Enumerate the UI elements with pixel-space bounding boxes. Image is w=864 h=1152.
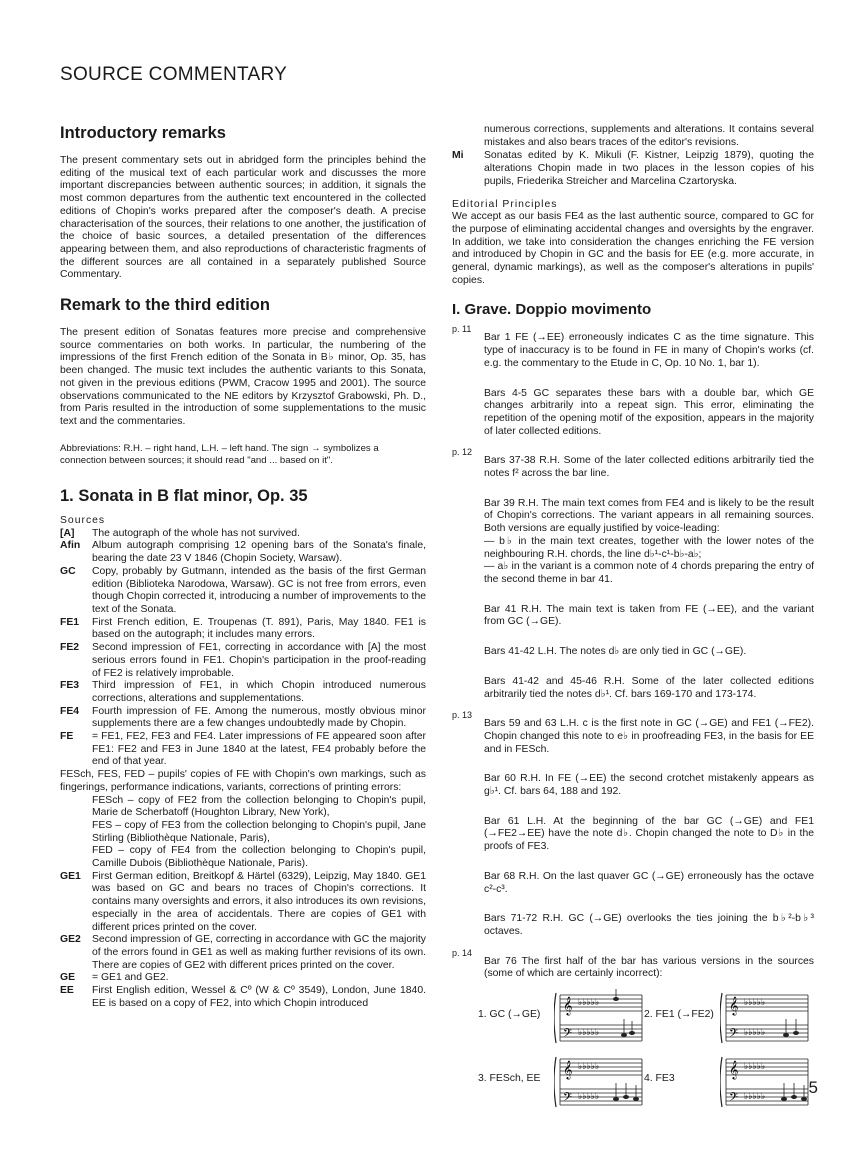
note-text: Bar 39 R.H. The main text comes from FE4 and is likely to be the result of Chopin's corrections. The variant appears in all remaining sources. Both versions are equally justified by voice-leading: — b♭ in the main text creates, together with the lower notes of the neighbouring R.H. chords, the line d♭¹-c¹-b♭-a♭; — a♭ in the variant is a common note of 4 chords preparing the entry of the second theme in bar 41. [484, 497, 814, 585]
page-ref: p. 13 [452, 710, 473, 721]
note-text: Bars 71-72 R.H. GC (→GE) overlooks the ties joining the b♭²-b♭³ octaves. [484, 913, 814, 937]
source-key: GE2 [60, 934, 81, 946]
music-example-1 [554, 989, 644, 1051]
commentary-note [452, 710, 814, 756]
commentary-note [452, 447, 814, 480]
source-entry [60, 680, 426, 705]
fesch-list [60, 795, 426, 871]
source-entry [60, 871, 426, 935]
music-example-2 [720, 989, 810, 1051]
intro-text: The present commentary sets out in abridged form the principles behind the editing of the musical text of each particular work and discusses the more important discrepancies between authentic sources; in addition, it signals the most common departures from the authentic text encountered in the collected editions of Chopin's works prepared after the composer's death. A precise characterisation of the sources, their relations to one another, the justification of the choice of basic sources, a detailed presentation of the differences appearing between them, and also reproductions of characteristic fragments of the different sources are all contained in a separately published Source Commentary. [60, 155, 426, 281]
source-key: GE1 [60, 870, 81, 882]
commentary-note [452, 808, 814, 854]
source-key: FE2 [60, 642, 80, 654]
source-key: FE [60, 731, 74, 743]
editorial-principles-label: Editorial Principles [452, 198, 558, 210]
svg-text:𝄢: 𝄢 [563, 1091, 573, 1108]
page-ref [452, 490, 484, 587]
source-entry [60, 934, 426, 972]
page-ref [452, 668, 484, 701]
svg-text:♭♭♭♭♭: ♭♭♭♭♭ [578, 998, 600, 1009]
commentary-note [452, 596, 814, 629]
note-text: Bar 61 L.H. At the beginning of the bar GC (→GE) and FE1 (→FE2→EE) have the note d♭. Chopin changed the note to D♭ in the proofs of FE3. [484, 815, 814, 853]
editorial-principles-text: We accept as our basis FE4 as the last authentic source, compared to GC for the purpose of eliminating accidental changes and oversights by the engraver. In addition, we take into consideration the changes enriching the FE version and introduced by Chopin in GC and the basis for EE (e.g. more accurate, in general, dynamic markings), as well as the composer's alterations in pupils' copies. [452, 211, 814, 286]
source-entry [60, 642, 426, 680]
source-entry [60, 617, 426, 642]
note-text: Bars 37-38 R.H. Some of the later collected editions arbitrarily tied the notes f² across the bar line. [484, 455, 814, 480]
abbreviations-note: Abbreviations: R.H. – right hand, L.H. – left hand. The sign → symbolizes a connection between sources; it should read "and ... based on it". [60, 442, 379, 466]
commentary-note [452, 765, 814, 798]
example-label-4: 4. FE3 [644, 1073, 675, 1085]
source-mi: Mi Sonatas edited by K. Mikuli (F. Kistner, Leipzig 1879), quoting the alterations Chopin made in two places in the lesson copies of his pupils, Friederika Streicher and Marcelina Czartoryska. [452, 150, 814, 187]
commentary-note [452, 324, 814, 370]
source-entry [60, 706, 426, 731]
note-text: Bars 41-42 L.H. The notes d♭ are only tied in GC (→GE). [484, 646, 747, 658]
source-entry [60, 972, 426, 985]
page-ref [452, 596, 484, 629]
music-examples [452, 987, 814, 1119]
source-text: Copy, probably by Gutmann, intended as the basis of the first German edition (Biblioteka Narodowa, Warsaw). GC is not free from errors, even though Chopin corrected it, introducing a number of improvements to the text of the Sonata. [92, 565, 426, 615]
source-key: Afin [60, 540, 81, 552]
sources-label: Sources [60, 515, 106, 527]
third-edition-text: The present edition of Sonatas features more precise and comprehensive source commentaries on both works. In particular, the numbering of the impressions of the first French edition of the Sonata in B♭ minor, Op. 35, has been changed. The music text includes the authentic variants to this Sonata, not given in the previous editions (PWM, Cracow 1995 and 2001). The source observations communicated to the NE editors by Krzysztof Grabowski, Ph. D., from Paris resulted in the introduction of some supplementations to the music text and the commentaries. [60, 327, 426, 427]
source-entry [60, 540, 426, 565]
intro-heading: Introductory remarks [60, 124, 226, 142]
svg-text:𝄢: 𝄢 [729, 1027, 739, 1044]
svg-text:𝄢: 𝄢 [729, 1091, 739, 1108]
page-number: 5 [808, 1078, 818, 1097]
svg-text:𝄞: 𝄞 [729, 1060, 739, 1080]
note-text: Bars 59 and 63 L.H. c is the first note in GC (→GE) and FE1 (→FE2). Chopin changed this note to e♭ in proofreading FE3, in the basis for EE and in FESch. [484, 718, 814, 755]
svg-text:𝄞: 𝄞 [729, 996, 739, 1016]
left-column [60, 124, 426, 1010]
svg-text:𝄞: 𝄞 [563, 1060, 573, 1080]
example-label-2: 2. FE1 (→FE2) [644, 1009, 714, 1021]
source-key: GC [60, 565, 76, 577]
music-example-4 [720, 1053, 810, 1115]
note-text: Bar 1 FE (→EE) erroneously indicates C as the time signature. This type of inaccuracy is to be found in FE in many of Chopin's works (cf. e.g. the commentary to the Etude in C, Op. 10 No. 1, bar 1). [484, 332, 814, 369]
example-label-3: 3. FESch, EE [478, 1073, 541, 1085]
page-ref [452, 863, 484, 896]
source-key: EE [60, 985, 74, 997]
source-text: First French edition, E. Troupenas (T. 891), Paris, May 1840. FE1 is based on the autograph; it includes many errors. [92, 616, 426, 641]
source-text: Second impression of GE, correcting in accordance with GC the majority of the errors found in GE1 as well as making further revisions of its own. There are copies of GE2 with different prices printed on the cover. [92, 934, 426, 971]
sources-list [60, 528, 426, 769]
pupil-copy-item: FESch – copy of FE2 from the collection belonging to Chopin's pupil, Marie de Scherbatoff (Houghton Library, New York), [92, 794, 426, 819]
source-key: GE [60, 972, 76, 984]
note-text: Bar 76 The first half of the bar has various versions in the sources (some of which are certainly incorrect): [484, 955, 814, 980]
commentary-note [452, 905, 814, 938]
source-text: Third impression of FE1, in which Chopin introduced numerous corrections, alterations and supplementations. [92, 680, 426, 704]
source-text: Second impression of FE1, correcting in accordance with [A] the most serious errors found in FE1. Chopin's participation in the proof-reading of FE2 is relatively improbable. [92, 642, 426, 679]
source-text: = FE1, FE2, FE3 and FE4. Later impressions of FE appeared soon after FE1: FE2 and FE3 in June 1840 at the latest, FE4 probably before the end of that year. [92, 731, 426, 768]
pupil-copy-item: FES – copy of FE3 from the collection belonging to Chopin's pupil, Jane Stirling (Bibliothèque Nationale, Paris), [92, 819, 426, 844]
source-key: FE1 [60, 616, 80, 628]
page-ref [452, 380, 484, 439]
source-key: [A] [60, 527, 75, 539]
page-ref [452, 808, 484, 854]
source-text: First English edition, Wessel & Cº (W & Cº 3549), London, June 1840. EE is based on a copy of FE2, into which Chopin introduced [92, 985, 426, 1009]
source-text: Album autograph comprising 12 opening bars of the Sonata's finale, bearing the date 23 V 1846 (Chopin Society, Warsaw). [92, 540, 426, 565]
svg-text:♭♭♭♭♭: ♭♭♭♭♭ [744, 1062, 766, 1073]
source-key: FE4 [60, 705, 80, 717]
source-text: = GE1 and GE2. [92, 972, 169, 984]
note-text: Bar 41 R.H. The main text is taken from FE (→EE), and the variant from GC (→GE). [484, 603, 814, 628]
svg-text:♭♭♭♭♭: ♭♭♭♭♭ [744, 1092, 766, 1103]
commentary-note [452, 863, 814, 896]
svg-text:♭♭♭♭♭: ♭♭♭♭♭ [578, 1028, 600, 1039]
note-text: Bars 41-42 and 45-46 R.H. Some of the later collected editions arbitrarily tied the notes d♭¹. Cf. bars 169-170 and 173-174. [484, 675, 814, 700]
svg-text:𝄢: 𝄢 [563, 1027, 573, 1044]
source-text: Fourth impression of FE. Among the numerous, mostly obvious minor supplements there are a few changes undoubtedly made by Chopin. [92, 705, 426, 730]
sources2-list [60, 871, 426, 1011]
page-ref [452, 638, 484, 659]
note-text: Bar 68 R.H. On the last quaver GC (→GE) erroneously has the octave c²-c³. [484, 870, 814, 895]
example-label-1: 1. GC (→GE) [478, 1009, 541, 1021]
svg-text:♭♭♭♭♭: ♭♭♭♭♭ [744, 1028, 766, 1039]
movement-heading: I. Grave. Doppio movimento [452, 301, 652, 319]
commentary-note [452, 668, 814, 701]
svg-text:♭♭♭♭♭: ♭♭♭♭♭ [744, 998, 766, 1009]
svg-text:♭♭♭♭♭: ♭♭♭♭♭ [578, 1092, 600, 1103]
source-text: The autograph of the whole has not survived. [92, 527, 300, 539]
page-ref [452, 905, 484, 938]
source-entry [60, 528, 426, 541]
svg-text:𝄞: 𝄞 [563, 996, 573, 1016]
third-edition-heading: Remark to the third edition [60, 296, 270, 315]
music-example-3 [554, 1053, 644, 1115]
source-entry [60, 985, 426, 1010]
page-ref [452, 765, 484, 798]
ee-continuation: numerous corrections, supplements and alterations. It contains several mistakes and also bears traces of the editor's revisions. [484, 124, 814, 148]
commentary-note [452, 380, 814, 439]
pupil-copy-item: FED – copy of FE4 from the collection belonging to Chopin's pupil, Camille Dubois (Bibliothèque Nationale, Paris). [92, 845, 426, 870]
source-entry [60, 566, 426, 617]
sonata-heading: 1. Sonata in B flat minor, Op. 35 [60, 487, 308, 506]
note-text: Bars 4-5 GC separates these bars with a double bar, which GE changes arbitrarily into a repeat sign. This error, eliminating the repetition of the opening motif of the exposition, appears in the majority of later collected editions. [484, 387, 814, 437]
page-ref: p. 14 [452, 947, 473, 958]
note-text: Bar 60 R.H. In FE (→EE) the second crotchet mistakenly appears as g♭¹. Cf. bars 64, 188 and 192. [484, 773, 814, 798]
svg-text:♭♭♭♭♭: ♭♭♭♭♭ [578, 1062, 600, 1073]
commentary-note [452, 490, 814, 587]
page-title: SOURCE COMMENTARY [60, 64, 288, 85]
fesch-intro: FESch, FES, FED – pupils' copies of FE with Chopin's own markings, such as fingerings, performance indications, variants, corrections of printing errors: [60, 769, 426, 793]
source-key: FE3 [60, 680, 80, 692]
source-text: First German edition, Breitkopf & Härtel (6329), Leipzig, May 1840. GE1 was based on GC and bears no traces of Chopin's corrections. It contains many oversights and errors, it also introduces its own revisions, especially in the area of accidentals. There are copies of GE1 with different prices printed on the cover. [92, 870, 426, 933]
page-ref: p. 12 [452, 447, 473, 458]
source-entry [60, 731, 426, 769]
right-column [452, 124, 814, 1119]
commentary-note [452, 948, 814, 981]
page-ref: p. 11 [452, 324, 472, 335]
notes-list [452, 324, 814, 981]
commentary-note [452, 638, 814, 659]
